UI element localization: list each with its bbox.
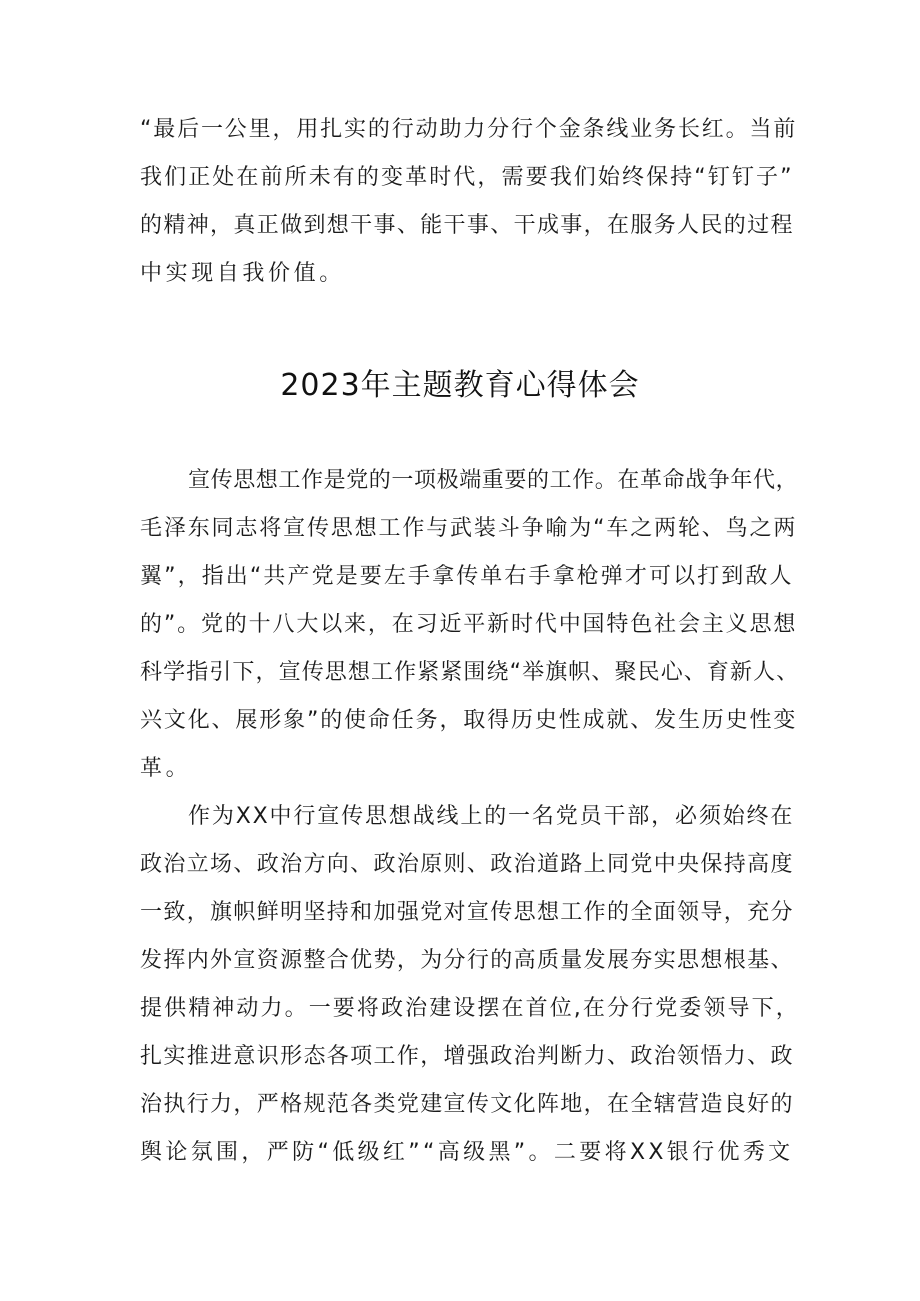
paragraph-line: 革。	[140, 756, 192, 781]
document-title: 2023年主题教育心得体会	[280, 368, 640, 403]
paragraph-line: 一致，旗帜鲜明坚持和加强党对宣传思想工作的全面领导，充分	[140, 900, 794, 925]
paragraph-line: 治执行力，严格规范各类党建宣传文化阵地，在全辖营造良好的	[140, 1092, 794, 1117]
paragraph-line: 宣传思想工作是党的一项极端重要的工作。在革命战争年代，	[188, 468, 799, 493]
paragraph-line: 提供精神动力。一要将政治建设摆在首位,在分行党委领导下，	[140, 996, 800, 1021]
paragraph-line: 作为XX中行宣传思想战线上的一名党员干部，必须始终在	[188, 804, 795, 829]
text-line: “最后一公里，用扎实的行动助力分行个金条线业务长红。当前	[140, 117, 798, 142]
paragraph-line: 科学指引下，宣传思想工作紧紧围绕“举旗帜、聚民心、育新人、	[140, 660, 800, 685]
paragraph-line: 舆论氛围，严防“低级红”“高级黑”。二要将XX银行优秀文	[140, 1140, 794, 1165]
paragraph-line: 政治立场、政治方向、政治原则、政治道路上同党中央保持高度	[140, 852, 794, 877]
paragraph-line: 毛泽东同志将宣传思想工作与武装斗争喻为“车之两轮、鸟之两	[140, 516, 798, 541]
paragraph-line: 翼”，指出“共产党是要左手拿传单右手拿枪弹才可以打到敌人	[140, 564, 794, 589]
text-line: 我们正处在前所未有的变革时代，需要我们始终保持“钉钉子”	[140, 165, 794, 190]
paragraph-line: 兴文化、展形象”的使命任务，取得历史性成就、发生历史性变	[140, 708, 798, 733]
paragraph-line: 的”。党的十八大以来，在习近平新时代中国特色社会主义思想	[140, 612, 798, 637]
paragraph-line: 发挥内外宣资源整合优势，为分行的高质量发展夯实思想根基、	[140, 948, 794, 973]
text-line: 中实现自我价值。	[140, 261, 345, 286]
paragraph-line: 扎实推进意识形态各项工作，增强政治判断力、政治领悟力、政	[140, 1044, 794, 1069]
text-line: 的精神，真正做到想干事、能干事、干成事，在服务人民的过程	[140, 213, 794, 238]
